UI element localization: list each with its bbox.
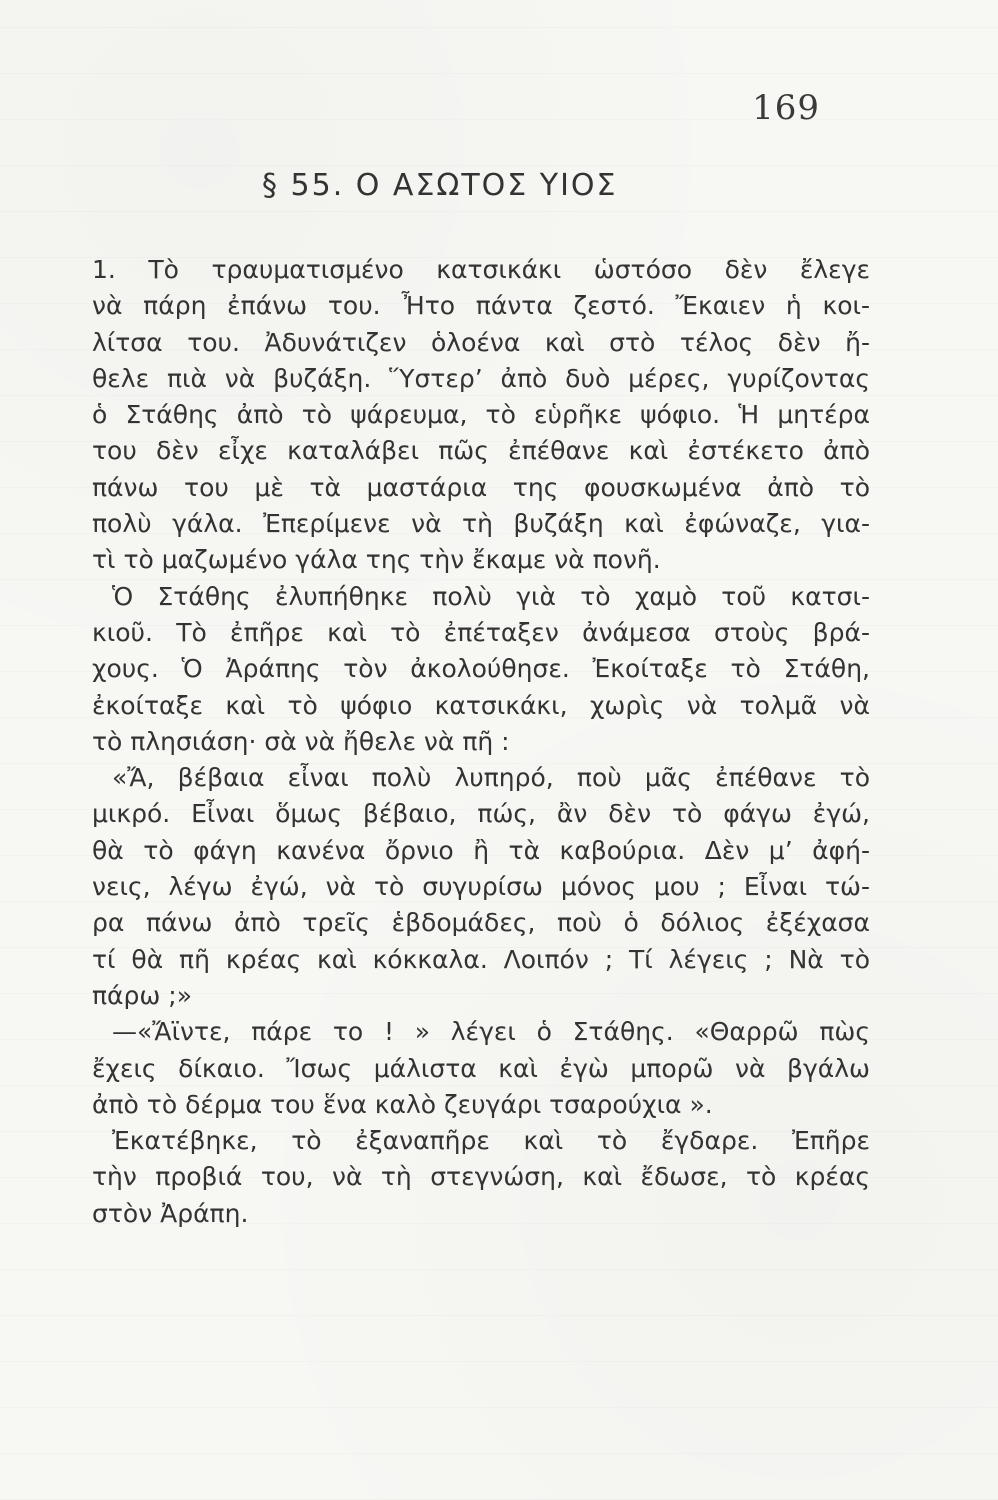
- text-line: «Ἄ, βέβαια εἶναι πολὺ λυπηρό, ποὺ μᾶς ἐπέθανε τὸ: [112, 763, 870, 793]
- text-line: ἐκοίταξε καὶ τὸ ψόφιο κατσικάκι, χωρὶς νὰ τολμᾶ νὰ: [92, 690, 870, 720]
- text-line: πολὺ γάλα. Ἐπερίμενε νὰ τὴ βυζάξη καὶ ἐφώναζε, για-: [92, 509, 870, 539]
- text-line: θελε πιὰ νὰ βυζάξη. Ὕστερ’ ἀπὸ δυὸ μέρες, γυρίζοντας: [92, 363, 870, 393]
- text-line: λίτσα του. Ἀδυνάτιζεν ὁλοένα καὶ στὸ τέλος δὲν ἤ-: [92, 327, 870, 357]
- text-line: στὸν Ἀράπη.: [92, 1198, 249, 1228]
- text-line: νεις, λέγω ἐγώ, νὰ τὸ συγυρίσω μόνος μου ; Εἶναι τώ-: [92, 872, 870, 902]
- text-line: θὰ τὸ φάγη κανένα ὄρνιο ἢ τὰ καβούρια. Δὲν μ’ ἀφή-: [92, 835, 870, 865]
- text-line: Ἐκατέβηκε, τὸ ἐξαναπῆρε καὶ τὸ ἔγδαρε. Ἐπῆρε: [112, 1126, 870, 1156]
- text-line: πάνω του μὲ τὰ μαστάρια της φουσκωμένα ἀπὸ τὸ: [92, 472, 870, 502]
- text-line: τὶ τὸ μαζωμένο γάλα της τὴν ἔκαμε νὰ πονῆ.: [92, 545, 661, 575]
- text-line: ὁ Στάθης ἀπὸ τὸ ψάρευμα, τὸ εὑρῆκε ψόφιο. Ἡ μητέρα: [92, 400, 870, 430]
- text-line: 1. Τὸ τραυματισμένο κατσικάκι ὡστόσο δὲν ἔλεγε: [92, 255, 870, 284]
- text-line: χους. Ὁ Ἀράπης τὸν ἀκολούθησε. Ἐκοίταξε τὸ Στάθη,: [92, 654, 870, 684]
- text-line: —«Ἄϊντε, πάρε το ! » λέγει ὁ Στάθης. «Θαρρῶ πὼς: [112, 1017, 870, 1047]
- page-number: 169: [752, 88, 820, 128]
- text-line: ρα πάνω ἀπὸ τρεῖς ἑβδομάδες, ποὺ ὁ δόλιος ἐξέχασα: [92, 908, 870, 938]
- text-line: τί θὰ πῆ κρέας καὶ κόκκαλα. Λοιπόν ; Τί λέγεις ; Νὰ τὸ: [92, 944, 870, 974]
- text-line: ἀπὸ τὸ δέρμα του ἕνα καλὸ ζευγάρι τσαρούχια ».: [92, 1089, 713, 1119]
- text-line: πάρω ;»: [92, 980, 192, 1010]
- text-line: του δὲν εἶχε καταλάβει πῶς ἐπέθανε καὶ ἐστέκετο ἀπὸ: [92, 436, 870, 466]
- section-title: § 55. Ο ΑΣΩΤΟΣ ΥΙΟΣ: [262, 168, 618, 203]
- text-line: μικρό. Εἶναι ὅμως βέβαιο, πώς, ἂν δὲν τὸ φάγω ἐγώ,: [92, 799, 870, 829]
- text-line: τὸ πλησιάση· σὰ νὰ ἤθελε νὰ πῆ :: [92, 726, 510, 756]
- text-line: Ὁ Στάθης ἐλυπήθηκε πολὺ γιὰ τὸ χαμὸ τοῦ κατσι-: [112, 581, 870, 611]
- text-line: ἔχεις δίκαιο. Ἴσως μάλιστα καὶ ἐγὼ μπορῶ νὰ βγάλω: [92, 1053, 870, 1083]
- body-text: [92, 252, 870, 1232]
- text-line: κιοῦ. Τὸ ἐπῆρε καὶ τὸ ἐπέταξεν ἀνάμεσα στοὺς βρά-: [92, 617, 870, 647]
- text-line: νὰ πάρη ἐπάνω του. Ἦτο πάντα ζεστό. Ἔκαιεν ἡ κοι-: [92, 291, 870, 321]
- text-line: τὴν προβιά του, νὰ τὴ στεγνώση, καὶ ἔδωσε, τὸ κρέας: [92, 1162, 870, 1192]
